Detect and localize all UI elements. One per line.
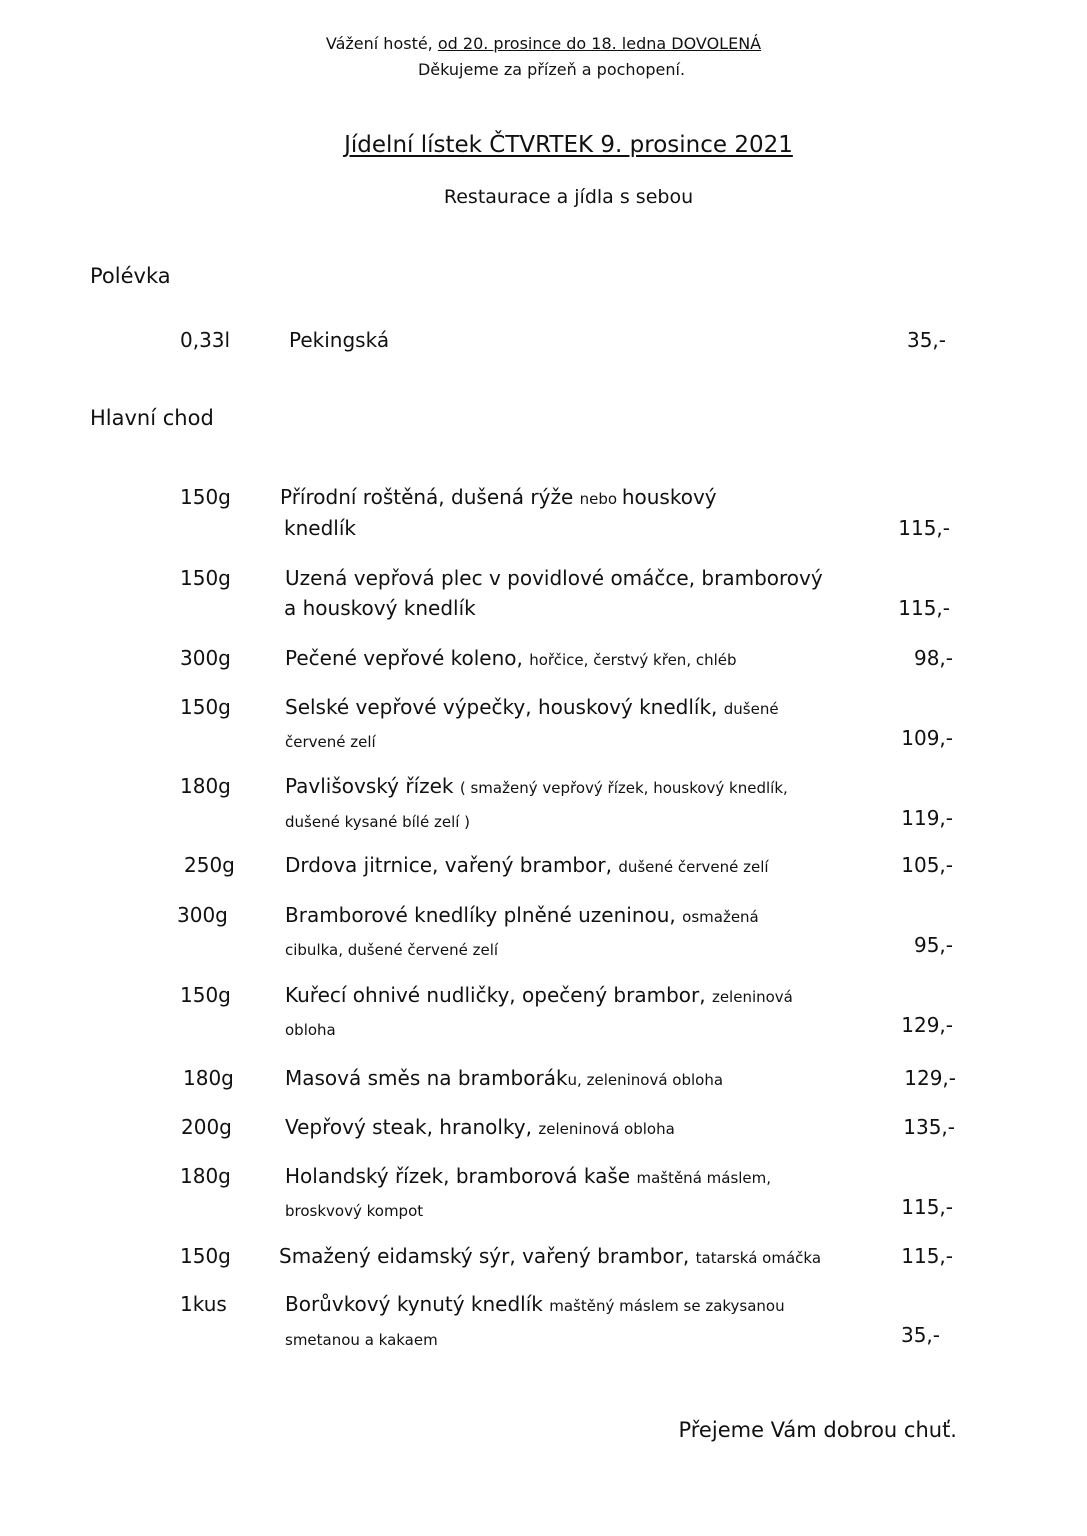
dish-line-1 [285,566,823,590]
dish-line-1 [285,695,779,719]
dish-name: Borůvkový kynutý knedlík [285,1292,550,1316]
dish-line-1 [279,1244,821,1268]
dish-note: hořčice, čerstvý křen, chléb [529,651,737,669]
dish-qty: 180g [180,774,231,798]
dish-name-cont: knedlík [284,516,356,540]
main-heading: Hlavní chod [90,406,214,430]
dish-line-2 [284,516,356,540]
dish-line-1 [285,903,759,927]
dish-qty: 300g [180,646,231,670]
dish-note: dušené kysané bílé zelí ) [285,813,471,831]
dish-note: zeleninová obloha [538,1120,675,1138]
dish-price: 35,- [900,1323,940,1347]
dish-note: cibulka, dušené červené zelí [285,941,499,959]
soup-name: Pekingská [289,328,390,352]
dish-note: obloha [285,1021,336,1039]
dish-price: 119,- [901,806,953,830]
dish-note: broskvový kompot [285,1202,424,1220]
dish-line-1 [285,1115,675,1139]
dish-line-2 [285,808,470,832]
holiday-notice [0,34,1087,53]
dish-name: Přírodní roštěná, dušená rýže [280,485,580,509]
dish-name: Smažený eidamský sýr, vařený brambor, [279,1244,696,1268]
dish-name-cont: houskový [621,485,717,509]
dish-line-2 [285,1016,336,1040]
dish-note: nebo [579,490,622,508]
dish-line-1 [285,1164,771,1188]
dish-qty: 180g [183,1066,234,1090]
dish-line-2 [285,1197,423,1221]
dish-price: 135,- [903,1115,955,1139]
soup-heading: Polévka [90,264,171,288]
notice-prefix: Vážení hosté, [325,34,438,53]
dish-price: 115,- [898,596,950,620]
dish-name: Bramborové knedlíky plněné uzeninou, [285,903,683,927]
dish-line-1 [285,853,769,877]
dish-line-1 [285,1066,723,1090]
dish-note: dušené [723,700,779,718]
dish-name: Pečené vepřové koleno, [285,646,530,670]
dish-qty: 150g [180,485,231,509]
dish-price: 115,- [901,1195,953,1219]
dish-line-1 [285,774,788,798]
page-title: Jídelní lístek ČTVRTEK 9. prosince 2021 [344,132,793,158]
dish-name: Drdova jitrnice, vařený brambor, [285,853,619,877]
closing-message: Přejeme Vám dobrou chuť. [678,1418,957,1442]
dish-note: maštěná máslem, [636,1169,772,1187]
dish-line-1 [285,983,793,1007]
dish-note: zeleninová [711,988,793,1006]
dish-price: 95,- [913,933,953,957]
dish-qty: 200g [181,1115,232,1139]
dish-name: Vepřový steak, hranolky, [285,1115,539,1139]
notice-dates: od 20. prosince do 18. ledna DOVOLENÁ [437,34,762,53]
dish-price: 105,- [901,853,953,877]
soup-price: 35,- [906,328,946,352]
dish-note: smetanou a kakaem [285,1331,438,1349]
dish-price: 115,- [898,516,950,540]
dish-name: Holandský řízek, bramborová kaše [285,1164,637,1188]
dish-qty: 150g [180,566,231,590]
dish-price: 129,- [901,1013,953,1037]
dish-name: Kuřecí ohnivé nudličky, opečený brambor, [285,983,712,1007]
dish-name-cont: a houskový knedlík [284,596,476,620]
dish-line-2 [284,596,476,620]
dish-qty: 300g [177,903,228,927]
dish-qty: 180g [180,1164,231,1188]
dish-price: 98,- [913,646,953,670]
dish-line-2 [285,936,498,960]
dish-name: Uzená vepřová plec v povidlové omáčce, bramborový [285,566,823,590]
dish-price: 129,- [904,1066,956,1090]
dish-note: maštěný máslem se zakysanou [549,1297,785,1315]
soup-qty: 0,33l [180,328,231,352]
dish-line-2 [285,728,376,752]
dish-line-1 [285,646,737,670]
dish-line-2 [285,1326,438,1350]
dish-note: tatarská omáčka [695,1249,822,1267]
dish-qty: 150g [180,1244,231,1268]
dish-name: Pavlišovský řízek [285,774,460,798]
page-subtitle: Restaurace a jídla s sebou [443,186,694,208]
dish-name: Selské vepřové výpečky, houskový knedlík, [285,695,724,719]
dish-line-1 [285,1292,785,1316]
dish-name: Masová směs na bramborák [285,1066,568,1090]
dish-qty: 250g [184,853,235,877]
dish-qty: 150g [180,695,231,719]
dish-note: červené zelí [285,733,376,751]
dish-note: dušené červené zelí [618,858,769,876]
dish-price: 109,- [901,726,953,750]
dish-note: ( smažený vepřový řízek, houskový knedlík, [459,779,788,797]
dish-qty: 150g [180,983,231,1007]
dish-price: 115,- [901,1244,953,1268]
thanks-notice: Děkujeme za přízeň a pochopení. [417,60,686,79]
dish-note: u, zeleninová obloha [567,1071,724,1089]
dish-qty: 1kus [180,1292,227,1316]
dish-note: osmažená [682,908,759,926]
dish-line-1 [280,485,717,509]
